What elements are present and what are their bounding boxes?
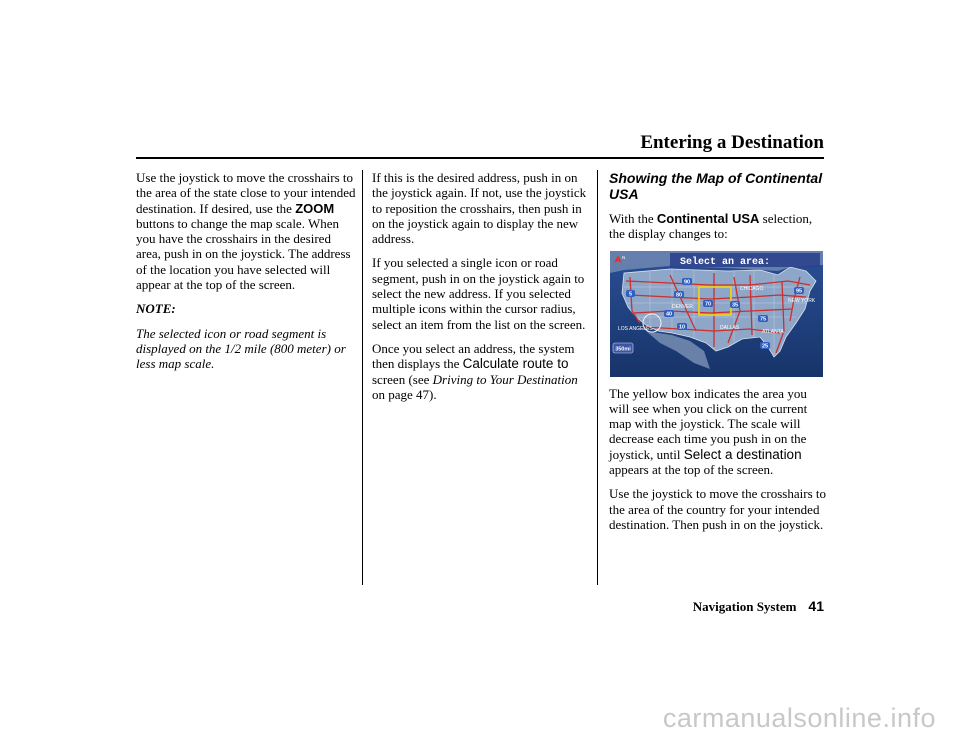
- text: appears at the top of the screen.: [609, 462, 774, 478]
- svg-text:40: 40: [665, 311, 673, 318]
- paragraph: Use the joystick to move the crosshairs to the area of the country for your intended destination. Then push in on the joystick.: [609, 486, 826, 532]
- svg-text:70: 70: [704, 301, 712, 308]
- paragraph: [609, 211, 827, 242]
- selection-name: Continental USA: [656, 211, 760, 226]
- text: on page 47).: [372, 386, 437, 402]
- shield-35: [730, 301, 740, 309]
- footer-section: Navigation System: [692, 599, 797, 614]
- note-text: The selected icon or road segment is displayed on the 1/2 mile (800 meter) or less map scale.: [136, 325, 346, 372]
- screen-name: Calculate route to: [462, 356, 569, 372]
- svg-text:35: 35: [731, 302, 739, 309]
- shield-5: [626, 290, 635, 298]
- screen-name: Select a destination: [683, 446, 802, 462]
- zoom-button-label: ZOOM: [295, 200, 335, 216]
- column-1: [136, 170, 358, 381]
- column-divider: [597, 170, 598, 585]
- city-label: NEW YORK: [788, 297, 816, 304]
- shield-70: [703, 300, 713, 308]
- text: selection, the display changes to:: [609, 211, 813, 242]
- svg-text:95: 95: [795, 288, 803, 295]
- svg-text:80: 80: [675, 292, 683, 299]
- svg-text:25: 25: [761, 343, 769, 350]
- cross-reference: Driving to Your Destination: [432, 371, 578, 387]
- watermark: carmanualsonline.info: [662, 703, 936, 733]
- text: screen (see: [372, 371, 433, 387]
- paragraph: [609, 386, 827, 478]
- navigation-map-screenshot: [610, 251, 823, 377]
- svg-text:10: 10: [678, 324, 686, 331]
- city-label: DENVER: [672, 303, 693, 310]
- shield-75: [758, 315, 768, 323]
- column-divider: [362, 170, 363, 585]
- page-title: Entering a Destination: [640, 132, 824, 153]
- shield-80: [674, 291, 684, 299]
- svg-text:5: 5: [628, 291, 633, 298]
- text: buttons to change the map scale. When you have the crosshairs in the desired area, push in on the joystick. The address of the location you have selected will appear at the top of the screen.: [136, 215, 351, 293]
- column-3: [609, 170, 827, 541]
- paragraph: [372, 341, 590, 402]
- text: The yellow box indicates the area you will see when you click on the current map with the joystick. The scale will decrease each time you push in on the joystick, until: [609, 385, 808, 462]
- shield-25: [760, 342, 770, 350]
- svg-text:75: 75: [759, 316, 767, 323]
- paragraph: If this is the desired address, push in on the joystick again. If not, use the joystick to reposition the crosshairs, then push in on the joystick again to display the new address.: [372, 170, 587, 247]
- paragraph: If you selected a single icon or road segment, push in on the joystick again to select the new address. If you selected multiple icons within the cursor radius, select an item from the list on the screen.: [372, 255, 586, 332]
- city-label: DALLAS: [720, 324, 740, 331]
- note-label: NOTE:: [136, 301, 176, 317]
- page-number: 41: [808, 598, 824, 614]
- svg-text:N: N: [622, 254, 626, 260]
- text: With the: [609, 211, 657, 226]
- column-2: [372, 170, 590, 411]
- paragraph: [136, 170, 358, 292]
- scale-label: 350mi: [615, 346, 631, 353]
- city-label: LOS ANGELES: [618, 325, 653, 332]
- city-label: CHICAGO: [740, 285, 764, 292]
- text: Use the joystick to move the crosshairs to the area of the state close to your intended destination. If desired, use the: [136, 170, 356, 216]
- map-title: Select an area:: [680, 256, 771, 268]
- header-rule: [136, 157, 824, 159]
- shield-40: [664, 310, 674, 318]
- shield-90: [682, 278, 692, 286]
- page-footer: [693, 598, 824, 615]
- section-heading: Showing the Map of Continental USA: [609, 170, 823, 202]
- svg-text:90: 90: [683, 279, 691, 286]
- shield-95: [794, 287, 804, 295]
- city-label: ATLANTA: [762, 328, 784, 335]
- shield-10: [677, 323, 687, 331]
- text: Once you select an address, the system then displays the: [372, 340, 575, 372]
